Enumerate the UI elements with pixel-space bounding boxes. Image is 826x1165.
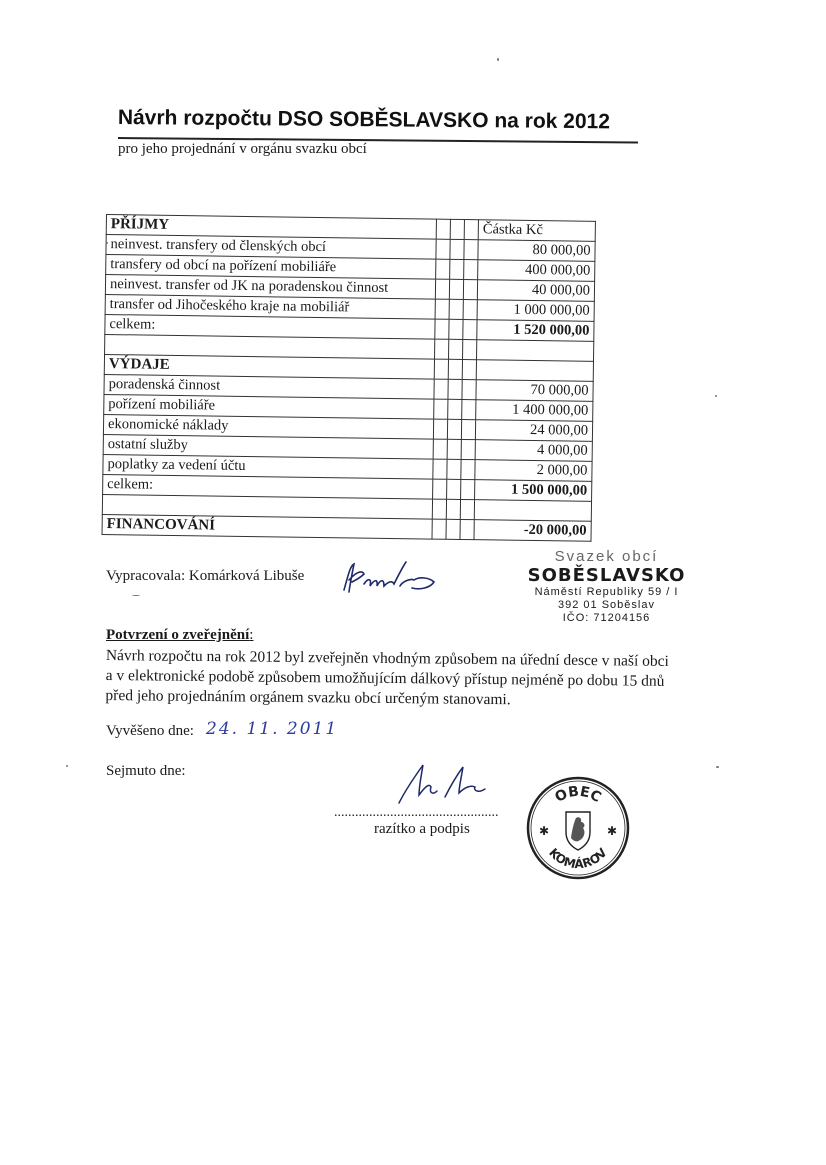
confirmation-heading	[106, 627, 253, 644]
union-stamp-city: 392 01 Soběslav	[558, 599, 655, 611]
document-title: Návrh rozpočtu DSO SOBĚSLAVSKO na rok 2012	[117, 106, 611, 134]
scan-speck	[132, 595, 140, 596]
expenses-total-amount: 1 500 000,00	[475, 480, 592, 502]
row-label: pořízení mobiliáře	[104, 394, 434, 419]
expenses-total-label: celkem:	[103, 474, 433, 499]
row-label: ekonomické náklady	[103, 414, 433, 439]
signature-label: razítko a podpis	[374, 821, 470, 837]
row-amount: 1 400 000,00	[476, 400, 593, 422]
removed-label: Sejmuto dne:	[106, 763, 186, 779]
scan-speck	[716, 766, 719, 768]
income-heading: PŘÍJMY	[106, 215, 436, 240]
coat-of-arms-icon	[566, 812, 590, 850]
union-stamp-name: SOBĚSLAVSKO	[527, 565, 686, 586]
amount-header: Částka Kč	[478, 220, 595, 242]
union-stamp-line: Svazek obcí	[554, 548, 659, 565]
stamp-star-icon: ✱	[606, 824, 618, 838]
signature-line: ...............................................	[334, 805, 499, 820]
scan-speck	[497, 58, 499, 61]
scan-speck	[66, 765, 68, 767]
financing-label: FINANCOVÁNÍ	[102, 514, 432, 539]
municipal-stamp	[526, 776, 630, 880]
confirmation-heading-text: Potvrzení o zveřejnění	[106, 627, 250, 643]
income-total-label: celkem:	[105, 314, 435, 339]
confirmation-line: a v elektronické podobě způsobem umožňujícím dálkový přístup nejméně po dobu 15 dnů	[105, 666, 665, 690]
row-amount: 1 000 000,00	[477, 300, 594, 322]
union-stamp	[494, 548, 719, 625]
row-amount: 24 000,00	[475, 420, 592, 442]
scan-speck	[715, 395, 717, 397]
row-amount: 40 000,00	[477, 280, 594, 302]
union-stamp-address: Náměstí Republiky 59 / I	[534, 586, 679, 598]
stamp-bottom-text: KOMÁROV	[546, 845, 610, 872]
stamp-star-icon: ✱	[538, 824, 550, 838]
confirmation-heading-colon: :	[249, 627, 254, 643]
row-amount: 80 000,00	[478, 240, 595, 262]
row-label: transfer od Jihočeského kraje na mobiliář	[105, 294, 435, 319]
expenses-heading: VÝDAJE	[104, 354, 434, 379]
posted-label: Vyvěšeno dne:	[106, 723, 194, 739]
financing-amount: -20 000,00	[474, 520, 591, 542]
row-amount: 2 000,00	[475, 460, 592, 482]
row-label: poplatky za vedení účtu	[103, 454, 433, 479]
handwritten-signature	[340, 556, 440, 600]
stamp-top-text: OBEC	[552, 783, 604, 806]
scan-speck	[106, 242, 108, 244]
row-label: transfery od obcí na pořízení mobiliáře	[106, 255, 436, 280]
row-amount: 400 000,00	[478, 260, 595, 282]
prepared-by: Vypracovala: Komárková Libuše	[106, 568, 305, 584]
confirmation-line: před jeho projednáním orgánem svazku obcí určeným stanovami.	[105, 686, 511, 709]
mayor-signature	[393, 757, 503, 809]
row-label: poradenská činnost	[104, 374, 434, 399]
row-amount: 70 000,00	[476, 380, 593, 402]
confirmation-text	[105, 646, 746, 713]
row-label: ostatní služby	[103, 434, 433, 459]
document-subtitle: pro jeho projednání v orgánu svazku obcí	[118, 141, 367, 157]
income-total-amount: 1 520 000,00	[477, 320, 594, 342]
confirmation-line: Návrh rozpočtu na rok 2012 byl zveřejněn vhodným způsobem na úřední desce v naší obci	[105, 646, 669, 670]
budget-table	[102, 214, 595, 542]
row-label: neinvest. transfer od JK na poradenskou činnost	[105, 275, 435, 300]
row-label: neinvest. transfery od členských obcí	[106, 235, 436, 260]
union-stamp-ico: IČO: 71204156	[562, 612, 651, 624]
row-amount: 4 000,00	[475, 440, 592, 462]
posted-date-handwritten: 24. 11. 2011	[206, 719, 339, 739]
